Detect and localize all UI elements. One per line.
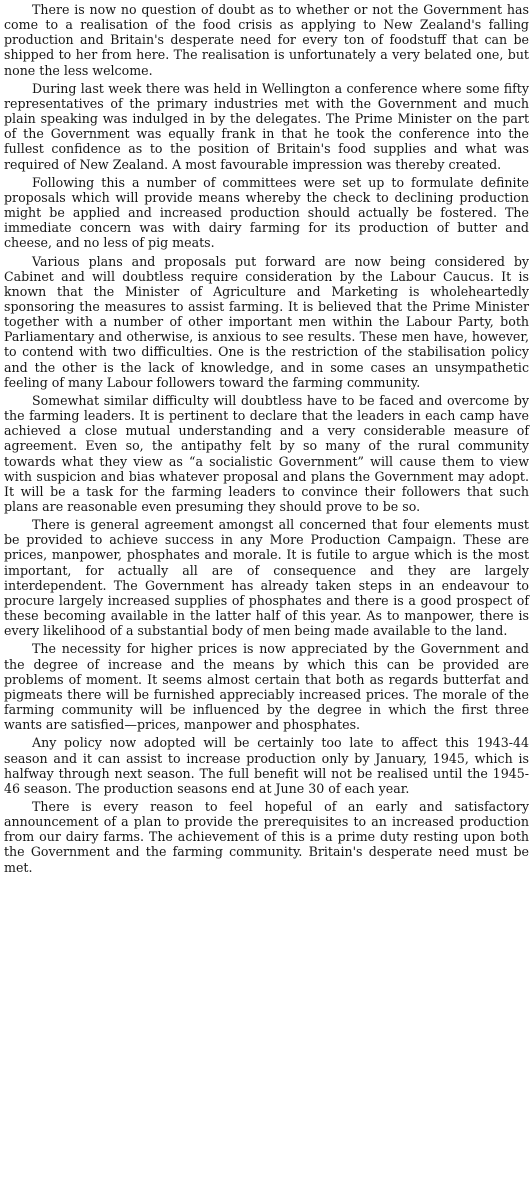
article-paragraph: During last week there was held in Wellington a conference where some fifty representatives of the primary industries met with the Government and much plain speaking was indulged in by the delegates. The Prime Minister on the part of the Government was equally frank in that he took the conference into the fullest confidence as to the position of Britain's food supplies and what was required of New Zealand. A most favourable impression was thereby created. bbox=[4, 80, 529, 172]
article-paragraph: Somewhat similar difficulty will doubtless have to be faced and overcome by the farming leaders. It is pertinent to declare that the leaders in each camp have achieved a close mutual understanding and a very considerable measure of agreement. Even so, the antipathy felt by so many of the rural community towards what they view as “a socialistic Government” will cause them to view with suspicion and bias whatever proposal and plans the Government may adopt. It will be a task for the farming leaders to convince their followers that such plans are reasonable even presuming they should prove to be so. bbox=[4, 392, 529, 514]
article-paragraph: There is every reason to feel hopeful of an early and satisfactory announcement of a plan to provide the prerequisites to an increased production from our dairy farms. The achievement of this is a prime duty resting upon both the Government and the farming community. Britain's desperate need must be met. bbox=[4, 798, 529, 875]
article-paragraph: Any policy now adopted will be certainly too late to affect this 1943-44 season and it can assist to increase production only by January, 1945, which is halfway through next season. The full benefit will not be realised until the 1945-46 season. The production seasons end at June 30 of each year. bbox=[4, 735, 529, 796]
article-paragraph: Following this a number of committees were set up to formulate definite proposals which will provide means whereby the check to declining production might be applied and increased production should actually be fostered. The immediate concern was with dairy farming for its production of butter and cheese, and no less of pig meats. bbox=[4, 174, 529, 251]
article-paragraph: There is now no question of doubt as to whether or not the Government has come to a realisation of the food crisis as applying to New Zealand's falling production and Britain's desperate need for every ton of foodstuff that can be shipped to her from here. The realisation is unfortunately a very belated one, but none the less welcome. bbox=[4, 2, 529, 78]
article-paragraph: Various plans and proposals put forward are now being considered by Cabinet and will doubtless require consideration by the Labour Caucus. It is known that the Minister of Agriculture and Marketing is wholeheartedly sponsoring the measures to assist farming. It is believed that the Prime Minister together with a number of other important men within the Labour Party, both Parliamentary and otherwise, is anxious to see results. These men have, however, to contend with two difficulties. One is the restriction of the stabilisation policy and the other is the lack of knowledge, and in some cases an unsympathetic feeling of many Labour followers toward the farming community. bbox=[4, 253, 529, 390]
article-paragraph: The necessity for higher prices is now appreciated by the Government and the degree of increase and the means by which this can be provided are problems of moment. It seems almost certain that both as regards butterfat and pigmeats there will be furnished appreciably increased prices. The morale of the farming community will be influenced by the degree in which the first three wants are satisfied—prices, manpower and phosphates. bbox=[4, 641, 529, 733]
article-paragraph: There is general agreement amongst all concerned that four elements must be provided to achieve success in any More Production Campaign. These are prices, manpower, phosphates and morale. It is futile to argue which is the most important, for actually all are of consequence and they are largely interdependent. The Government has already taken steps in an endeavour to procure largely increased supplies of phosphates and there is a good prospect of these becoming available in the latter half of this year. As to manpower, there is every likelihood of a substantial body of men being made available to the land. bbox=[4, 517, 529, 639]
